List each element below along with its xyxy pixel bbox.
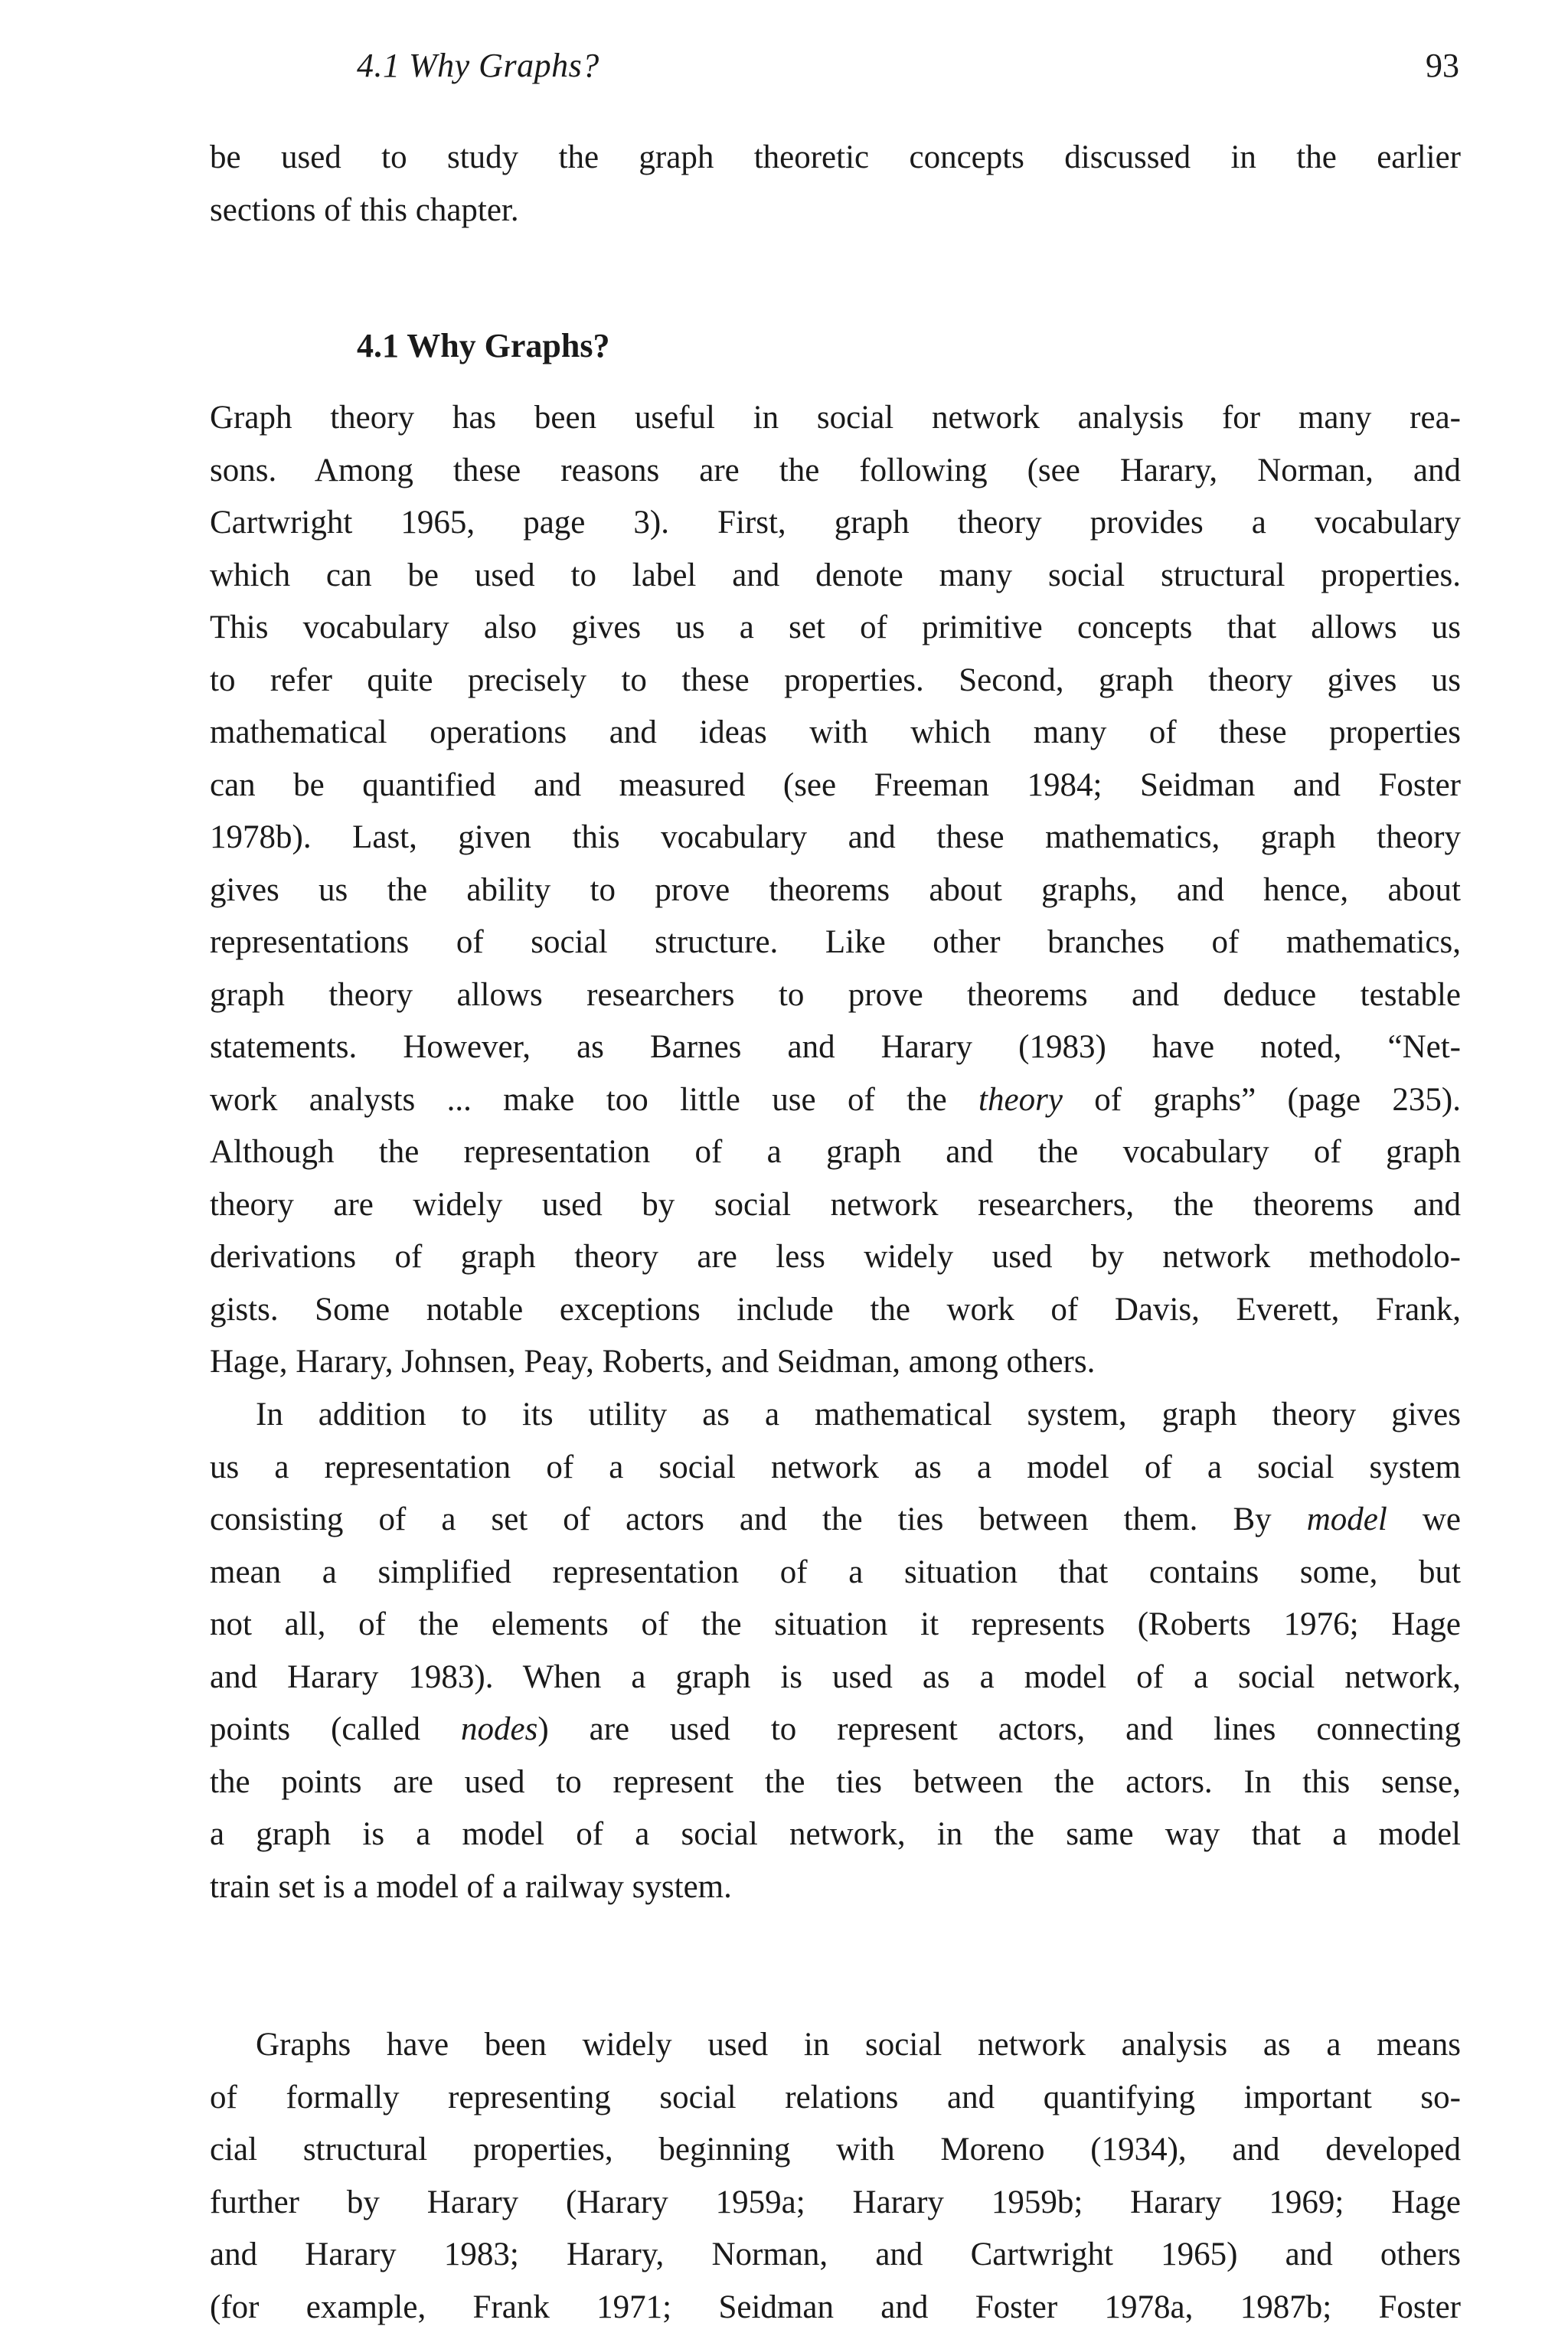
paragraph-1 <box>210 392 1461 1389</box>
text-line: In addition to its utility as a mathematical system, graph theory gives <box>256 1397 1461 1433</box>
page-number: 93 <box>1426 47 1459 84</box>
text-line: Although the representation of a graph and the vocabulary of graph <box>210 1134 1461 1170</box>
text-line: further by Harary (Harary 1959a; Harary 1959b; Harary 1969; Hage <box>210 2184 1461 2220</box>
text-line: and Harary 1983). When a graph is used as a model of a social network, <box>210 1658 1461 1695</box>
text-line: (for example, Frank 1971; Seidman and Foster 1978a, 1987b; Foster <box>210 2289 1461 2325</box>
section-heading: 4.1 Why Graphs? <box>357 327 610 364</box>
paragraph-2 <box>210 1389 1461 1913</box>
text-line: and Harary 1983; Harary, Norman, and Cartwright 1965) and others <box>210 2236 1461 2272</box>
text-line: mean a simplified representation of a situation that contains some, but <box>210 1554 1461 1590</box>
text-line: This vocabulary also gives us a set of primitive concepts that allows us <box>210 609 1461 645</box>
paragraph-3 <box>210 2019 1461 2334</box>
italic-term-model: model <box>1306 1501 1387 1537</box>
text-run: ) are used to represent actors, and lines connecting <box>537 1711 1461 1747</box>
text-line: 1978b). Last, given this vocabulary and these mathematics, graph theory <box>210 819 1461 855</box>
text-line: sons. Among these reasons are the following (see Harary, Norman, and <box>210 452 1461 488</box>
italic-term-theory: theory <box>978 1081 1063 1118</box>
text-run: we <box>1387 1501 1462 1537</box>
text-line: train set is a model of a railway system. <box>210 1868 732 1905</box>
text-run: work analysts ... make too little use of the <box>210 1081 979 1118</box>
text-line: the points are used to represent the ties between the actors. In this sense, <box>210 1763 1461 1800</box>
text-line <box>210 1074 1461 1127</box>
text-line: mathematical operations and ideas with which many of these properties <box>210 714 1461 750</box>
italic-term-nodes: nodes <box>461 1711 538 1747</box>
text-line: sections of this chapter. <box>210 191 519 228</box>
text-line: be used to study the graph theoretic concepts discussed in the earlier <box>210 139 1461 175</box>
text-run: consisting of a set of actors and the ties between them. By <box>210 1501 1272 1537</box>
text-run: points (called <box>210 1711 462 1747</box>
text-line: Hage, Harary, Johnsen, Peay, Roberts, and Seidman, among others. <box>210 1344 1096 1380</box>
text-line: representations of social structure. Like other branches of mathematics, <box>210 924 1461 960</box>
text-line <box>210 1704 1461 1756</box>
text-line: theory are widely used by social network researchers, the theorems and <box>210 1186 1461 1223</box>
text-line: derivations of graph theory are less widely used by network methodolo- <box>210 1239 1461 1275</box>
intro-paragraph <box>210 132 1461 237</box>
text-line: can be quantified and measured (see Freeman 1984; Seidman and Foster <box>210 766 1461 803</box>
text-line: not all, of the elements of the situation it represents (Roberts 1976; Hage <box>210 1606 1461 1642</box>
text-line: us a representation of a social network as a model of a social system <box>210 1449 1461 1485</box>
text-line: of formally representing social relations and quantifying important so- <box>210 2079 1461 2115</box>
running-head-title: 4.1 Why Graphs? <box>357 47 599 84</box>
text-run: of graphs” (page 235). <box>1062 1081 1461 1118</box>
text-line <box>210 1494 1461 1547</box>
text-line: Graph theory has been useful in social network analysis for many rea- <box>210 400 1461 436</box>
text-line: statements. However, as Barnes and Harary (1983) have noted, “Net- <box>210 1029 1461 1065</box>
text-line: Cartwright 1965, page 3). First, graph theory provides a vocabulary <box>210 505 1461 541</box>
text-line: a graph is a model of a social network, in the same way that a model <box>210 1816 1461 1852</box>
text-line: which can be used to label and denote many social structural properties. <box>210 557 1461 593</box>
text-line: gists. Some notable exceptions include the work of Davis, Everett, Frank, <box>210 1291 1461 1328</box>
text-line: gives us the ability to prove theorems about graphs, and hence, about <box>210 871 1461 908</box>
text-line: Graphs have been widely used in social network analysis as a means <box>256 2027 1461 2063</box>
text-line: graph theory allows researchers to prove theorems and deduce testable <box>210 976 1461 1013</box>
text-line: cial structural properties, beginning with Moreno (1934), and developed <box>210 2132 1461 2168</box>
text-line: to refer quite precisely to these properties. Second, graph theory gives us <box>210 662 1461 698</box>
